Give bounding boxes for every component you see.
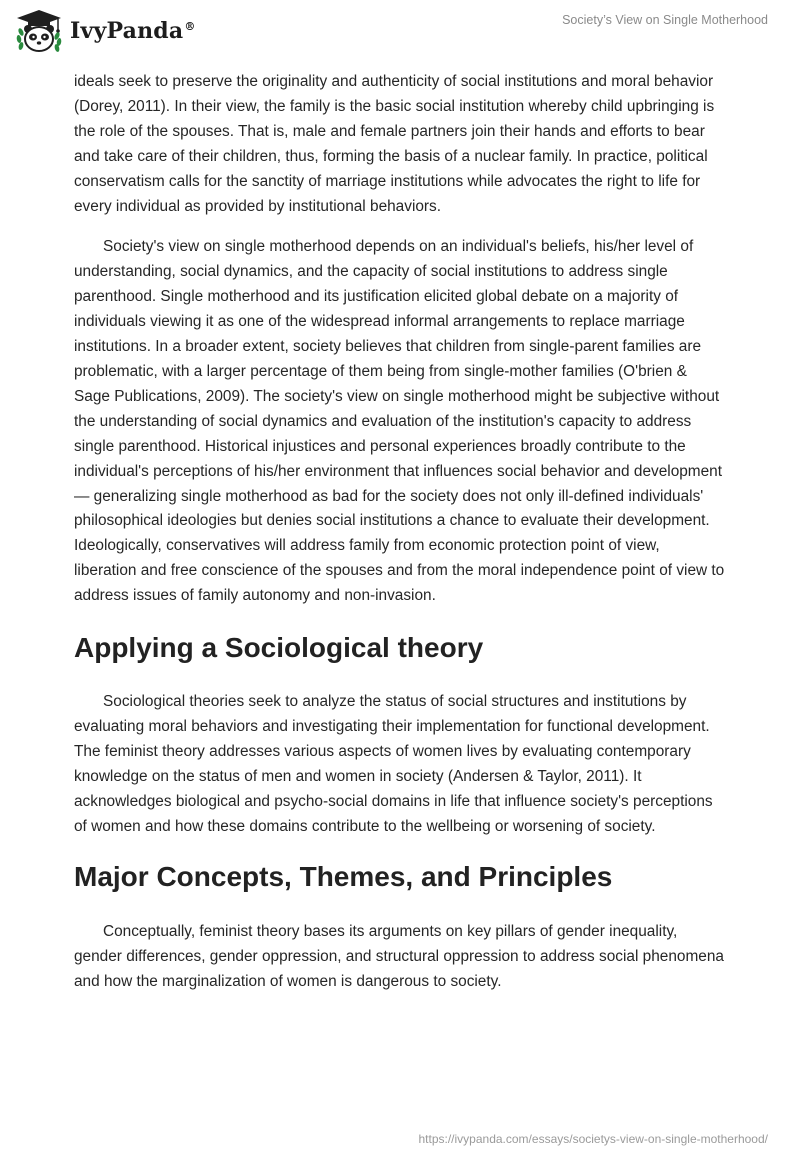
brand-name: IvyPanda® <box>70 18 196 44</box>
paragraph-sociological-theories: Sociological theories seek to analyze the status of social structures and institutions by evaluating moral behaviors and investigating their implementation for functional development. The feminist theory addresses various aspects of women lives by evaluating contemporary knowledge on the status of men and women in society (Andersen & Taylor, 2011). It acknowledges biological and psycho-social domains in life that influence society's perceptions of women and how these domains contribute to the wellbeing or worsening of society. <box>74 693 713 835</box>
paragraph-conservatism-family: ideals seek to preserve the originality and authenticity of social institutions and moral behavior (Dorey, 2011). In their view, the family is the basic social institution whereby child upbringing is the role of the spouses. That is, male and female partners join their hands and efforts to bear and take care of their children, thus, forming the basis of a nuclear family. In practice, political conservatism calls for the sanctity of marriage institutions while advocates the right to life for every individual as provided by institutional behaviors. <box>74 73 715 215</box>
source-url[interactable]: https://ivypanda.com/essays/societys-view-on-single-motherhood/ <box>418 1132 768 1146</box>
heading-applying-sociological-theory: Applying a Sociological theory <box>74 632 484 664</box>
page-header <box>0 0 800 70</box>
document-title: Society’s View on Single Motherhood <box>562 13 768 27</box>
panda-graduate-icon <box>14 8 64 54</box>
heading-major-concepts: Major Concepts, Themes, and Principles <box>74 861 613 893</box>
paragraph-society-view: Society's view on single motherhood depends on an individual's beliefs, his/her level of understanding, social dynamics, and the capacity of social institutions to address single parenthood. Single motherhood and its justification elicited global debate on a majority of individuals viewing it as one of the widespread informal arrangements to replace marriage institutions. In a broader extent, society believes that children from single-parent families are problematic, with a larger percentage of them being from single-mother families (O'brien & Sage Publications, 2009). The society's view on single motherhood might be subjective without the understanding of social dynamics and evaluation of the institution's capacity to address single parenthood. Historical injustices and personal experiences broadly contribute to the individual's perceptions of his/her environment that influences social behavior and development — generalizing single motherhood as bad for the society does not only ill-defined individuals' philosophical ideologies but denies social institutions a chance to evaluate their development. Ideologically, conservatives will address family from economic protection point of view, liberation and free conscience of the spouses and from the moral independence point of view to address issues of family autonomy and non-invasion. <box>74 238 725 605</box>
essay-body <box>74 70 726 995</box>
paragraph-feminist-concepts: Conceptually, feminist theory bases its arguments on key pillars of gender inequality, gender differences, gender oppression, and structural oppression to address social phenomena and how the marginalization of women is dangerous to society. <box>74 923 724 991</box>
ivypanda-logo[interactable] <box>14 8 196 54</box>
